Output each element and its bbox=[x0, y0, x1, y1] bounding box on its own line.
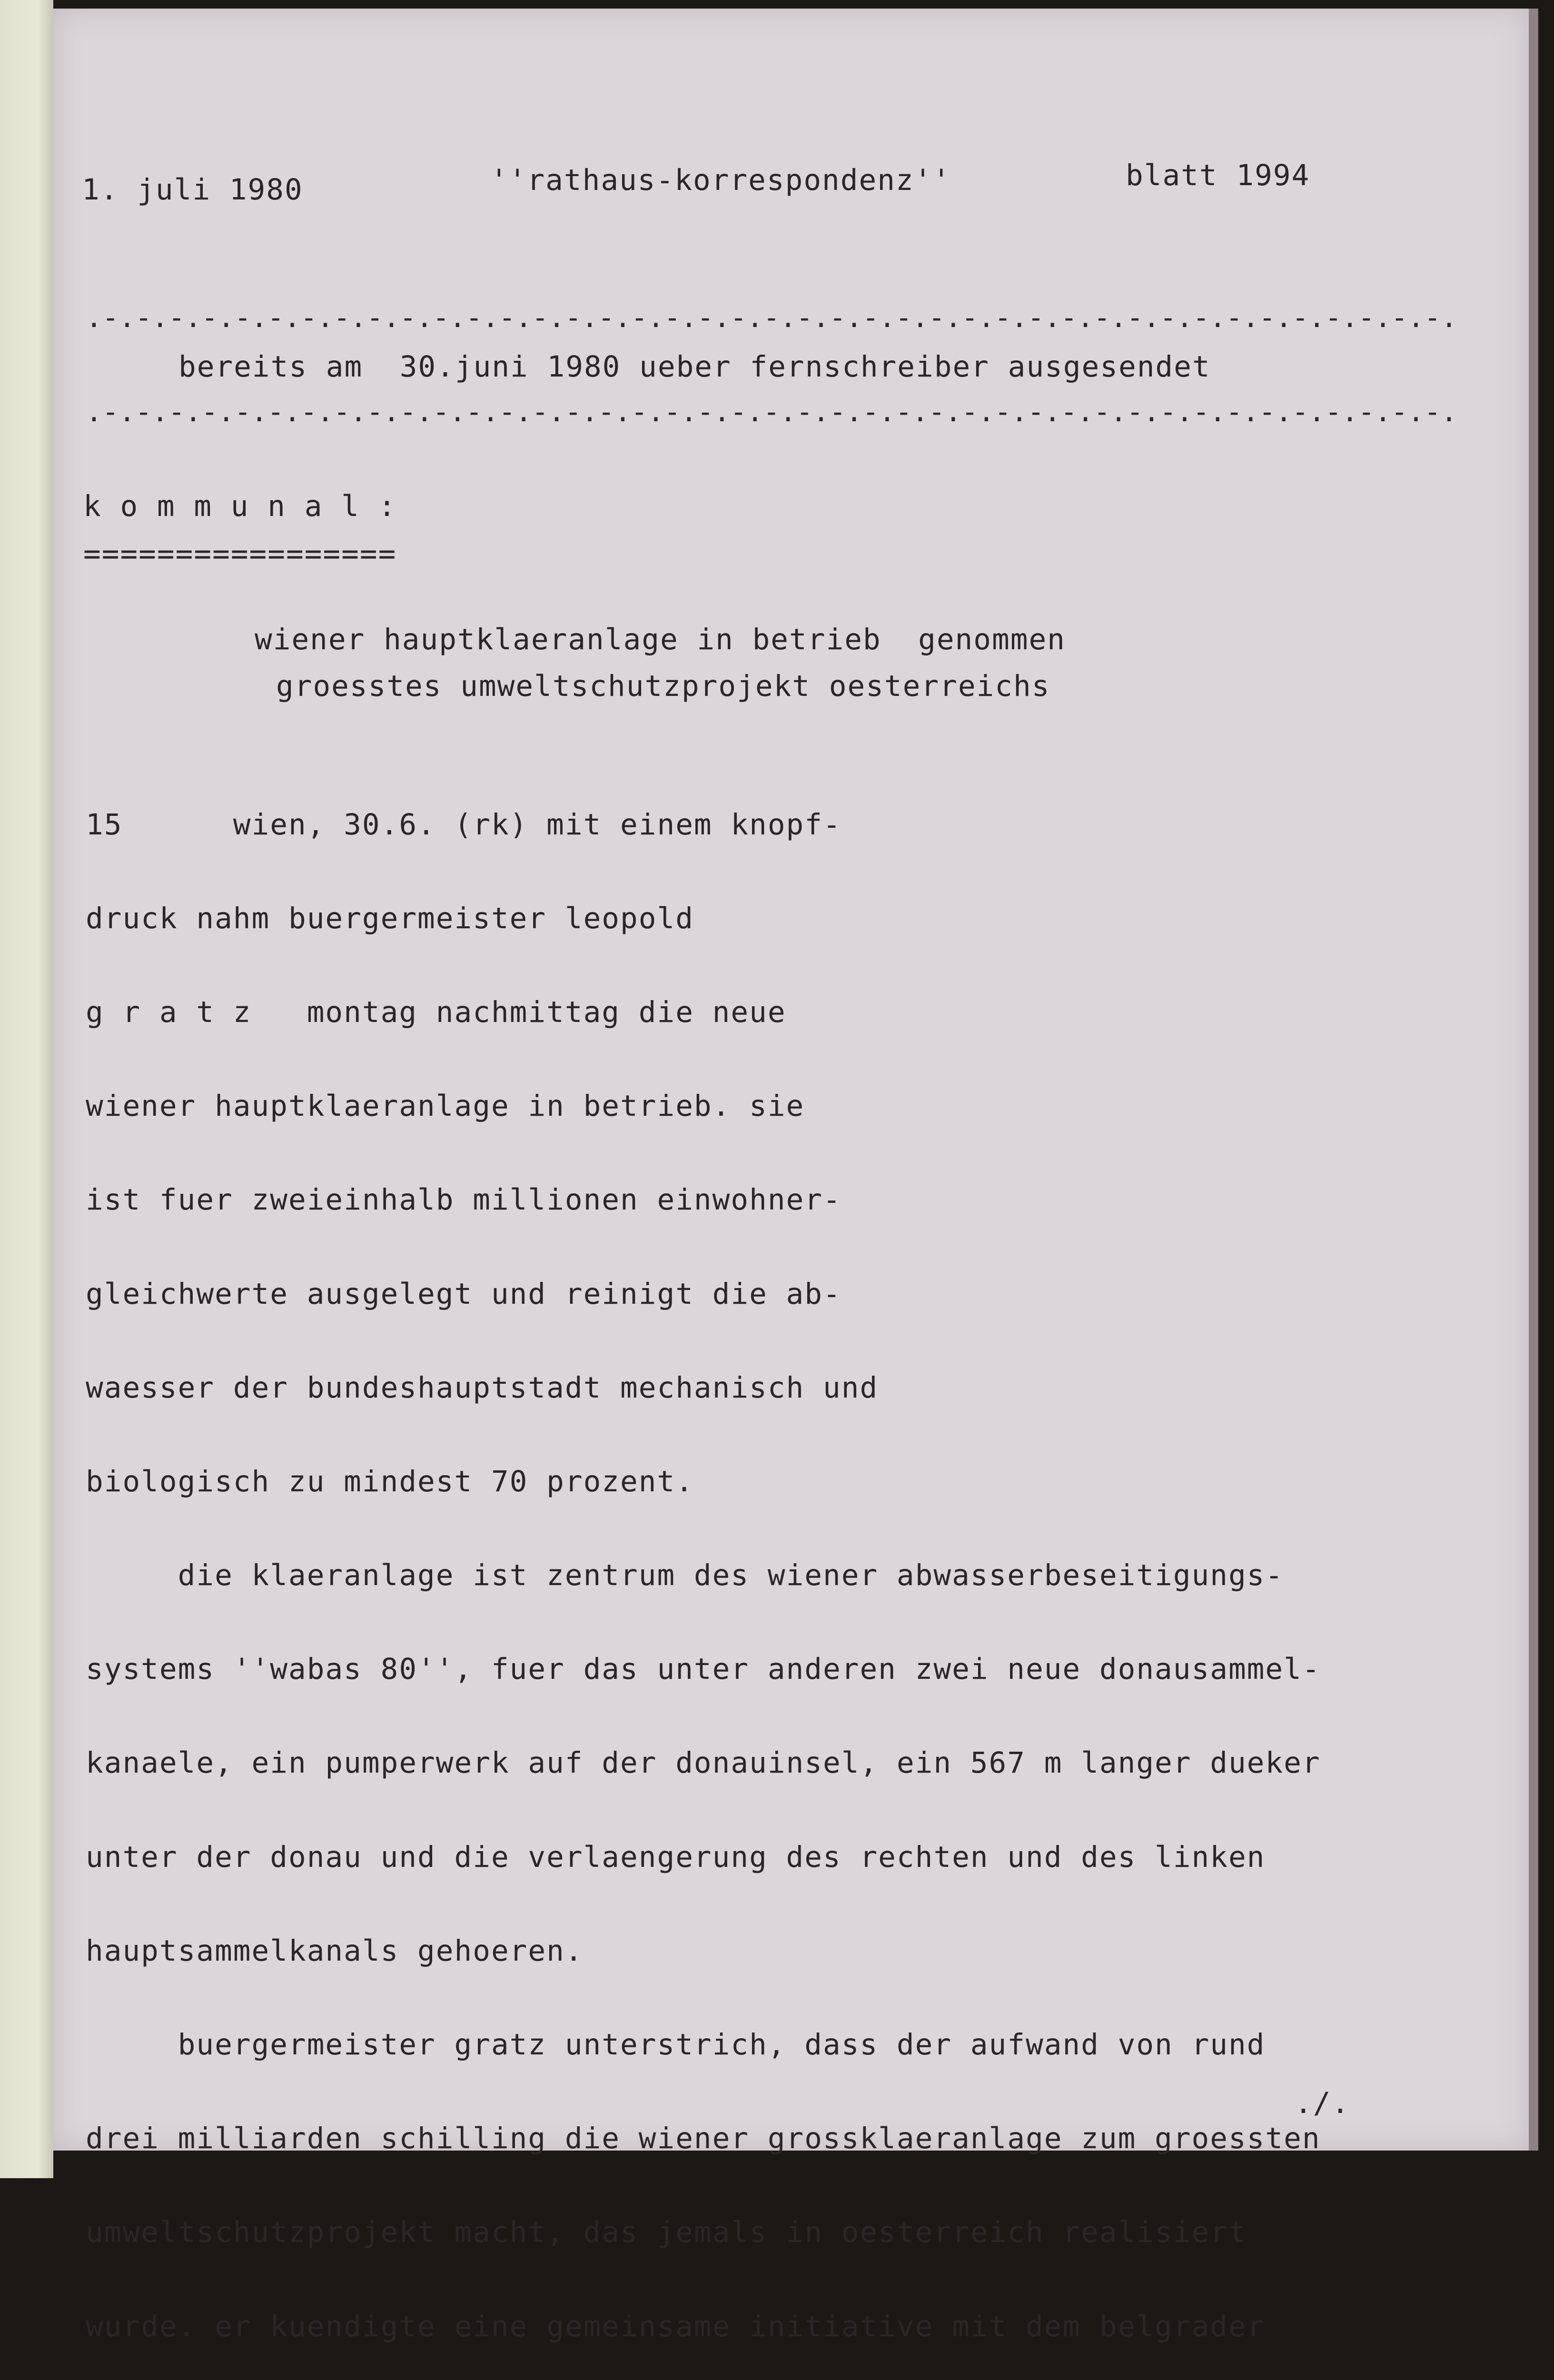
body-line: systems ''wabas 80'', fuer das unter anderen zwei neue donausammel- bbox=[86, 1652, 1321, 1686]
headline-line-1: wiener hauptklaeranlage in betrieb genommen bbox=[255, 623, 1066, 656]
body-line: ist fuer zweieinhalb millionen einwohner- bbox=[86, 1183, 841, 1217]
body-line: hauptsammelkanals gehoeren. bbox=[86, 1934, 584, 1968]
body-line: umweltschutzprojekt macht, das jemals in oesterreich realisiert bbox=[86, 2215, 1247, 2250]
body-line: g r a t z montag nachmittag die neue bbox=[86, 995, 786, 1029]
body-line: unter der donau und die verlaengerung des rechten und des linken bbox=[86, 1840, 1266, 1874]
header-date: 1. juli 1980 bbox=[82, 173, 303, 207]
body-line: die klaeranlage ist zentrum des wiener abwasserbeseitigungs- bbox=[86, 1558, 1284, 1593]
body-line: druck nahm buergermeister leopold bbox=[86, 901, 694, 935]
header-sheet-number: blatt 1994 bbox=[1126, 159, 1310, 192]
header-publication: ''rathaus-korrespondenz'' bbox=[490, 163, 951, 197]
body-line: kanaele, ein pumperwerk auf der donauinsel, ein 567 m langer dueker bbox=[86, 1746, 1321, 1780]
body-line: wurde. er kuendigte eine gemeinsame initiative mit dem belgrader bbox=[86, 2309, 1266, 2343]
broadcast-note: bereits am 30.juni 1980 ueber fernschreiber ausgesendet bbox=[178, 350, 1211, 384]
body-line: buergermeister gratz unterstrich, dass der aufwand von rund bbox=[86, 2028, 1266, 2062]
separator-top: .-.-.-.-.-.-.-.-.-.-.-.-.-.-.-.-.-.-.-.-.-.-.-.-.-.-.-.-.-.-.-.-.-.-.-.-.-.-.-.-.-. bbox=[86, 301, 1457, 334]
headline-line-2: groesstes umweltschutzprojekt oesterreichs bbox=[276, 669, 1050, 703]
section-label: k o m m u n a l : bbox=[83, 489, 397, 523]
body-line: waesser der bundeshauptstadt mechanisch und bbox=[86, 1370, 879, 1405]
separator-bottom: .-.-.-.-.-.-.-.-.-.-.-.-.-.-.-.-.-.-.-.-.-.-.-.-.-.-.-.-.-.-.-.-.-.-.-.-.-.-.-.-.-. bbox=[86, 396, 1457, 428]
body-line: 15 wien, 30.6. (rk) mit einem knopf- bbox=[86, 807, 841, 842]
page-right-edge bbox=[1529, 9, 1538, 2151]
article-body bbox=[86, 754, 1321, 2380]
body-line: wiener hauptklaeranlage in betrieb. sie bbox=[86, 1089, 805, 1123]
continuation-mark: ./. bbox=[1295, 2086, 1350, 2120]
body-line: gleichwerte ausgelegt und reinigt die ab- bbox=[86, 1277, 841, 1311]
section-underline: ================= bbox=[83, 537, 397, 571]
adjacent-page-edge bbox=[0, 0, 53, 2178]
body-line: drei milliarden schilling die wiener grossklaeranlage zum groessten bbox=[86, 2122, 1321, 2156]
body-line: biologisch zu mindest 70 prozent. bbox=[86, 1464, 694, 1498]
